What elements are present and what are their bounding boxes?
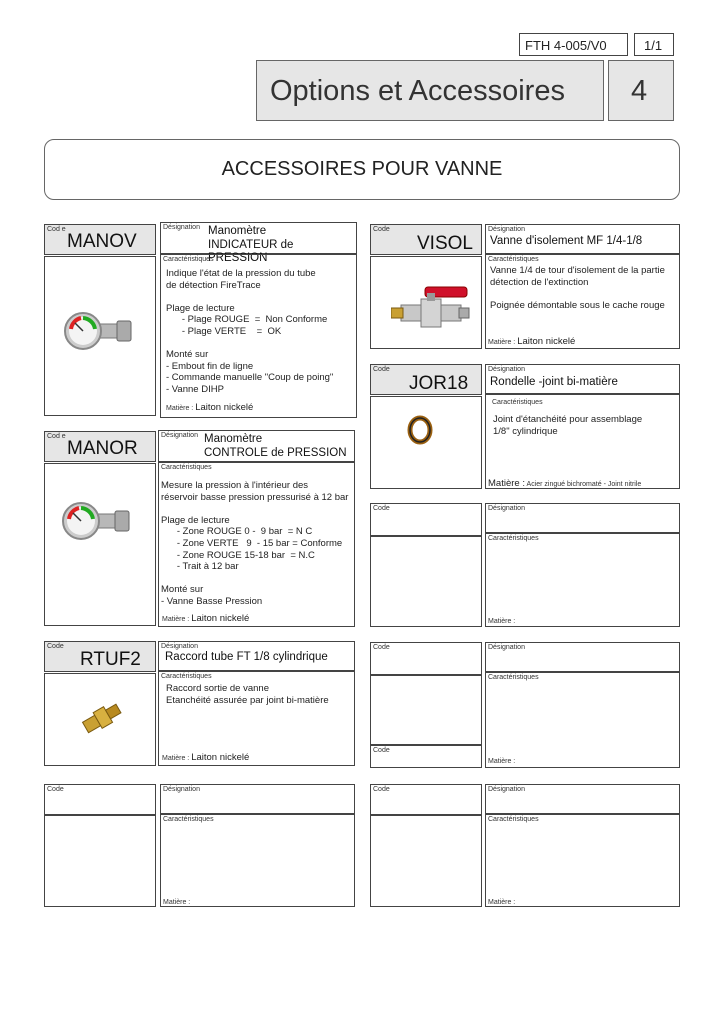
page-title: Options et Accessoires [270, 75, 565, 107]
matiere-label: Matière : [166, 405, 194, 412]
washer-image [405, 415, 435, 445]
visol-code-box [370, 224, 482, 255]
code-label: Cod e [47, 433, 66, 440]
jor18-code: JOR18 [409, 373, 469, 394]
jor18-designation: Rondelle -joint bi-matière [490, 376, 618, 388]
rtuf2-code: RTUF2 [80, 649, 141, 670]
designation-label: Désignation [161, 643, 198, 650]
visol-image-box [370, 256, 482, 349]
manov-matiere-value: Laiton nickelé [195, 402, 254, 413]
matiere-label: Matière : [162, 755, 190, 762]
designation-label: Désignation [488, 644, 525, 651]
visol-designation-box [485, 224, 680, 254]
rtuf2-matiere [162, 752, 249, 763]
rtuf2-code-box [44, 641, 156, 672]
caracteristiques-label: Caractéristiques [488, 256, 539, 263]
manor-designation-2: CONTROLE de PRESSION [204, 447, 347, 459]
page-number [634, 33, 674, 56]
visol-characteristics: Vanne 1/4 de tour d'isolement de la partie détection de l'extinction Poignée démontable sous le cache rouge [490, 265, 665, 311]
doc-ref [519, 33, 628, 56]
title-box [256, 60, 604, 121]
rtuf2-designation-box [158, 641, 355, 671]
visol-code: VISOL [417, 233, 473, 254]
caracteristiques-label: Caractéristiques [161, 464, 212, 471]
fitting-image [77, 698, 127, 738]
caracteristiques-label: Caractéristiques [488, 816, 539, 823]
caracteristiques-label: Caractéristiques [492, 399, 543, 406]
code-label: Code [373, 644, 390, 651]
rtuf2-characteristics: Raccord sortie de vanne Etanchéité assurée par joint bi-matière [166, 683, 329, 706]
empty-code-box-2 [370, 745, 482, 768]
empty-designation-box [485, 503, 680, 533]
manov-designation-2: INDICATEUR de PRESSION [208, 239, 294, 264]
page-number-text: 1/1 [644, 38, 663, 53]
designation-label: Désignation [163, 786, 200, 793]
manor-matiere-value: Laiton nickelé [191, 613, 250, 624]
manor-image-box [44, 463, 156, 626]
caracteristiques-label: Caractéristiques [488, 535, 539, 542]
empty-characteristics-box [160, 814, 355, 907]
jor18-matiere-value: Acier zingué bichromaté - Joint nitrile [526, 481, 642, 488]
designation-label: Désignation [163, 224, 200, 231]
code-label: Code [373, 226, 390, 233]
empty-image-box [370, 815, 482, 907]
jor18-characteristics: Joint d'étanchéité pour assemblage 1/8" cylindrique [493, 414, 643, 437]
empty-matiere: Matière : [488, 758, 516, 765]
visol-matiere-value: Laiton nickelé [517, 336, 576, 347]
designation-label: Désignation [161, 432, 198, 439]
code-label: Code [373, 366, 390, 373]
empty-image-box [370, 675, 482, 745]
manov-designation-1: Manomètre [208, 225, 267, 237]
empty-characteristics-box [485, 672, 680, 768]
manor-matiere [162, 613, 249, 624]
empty-code-box [370, 784, 482, 815]
manor-characteristics: Mesure la pression à l'intérieur des réservoir basse pression pressurisé à 12 bar Plage de lecture - Zone ROUGE 0 - 9 bar = N C - Zone VERTE 9 - 15 bar = Conforme - Zone ROUGE 15-18 bar = N.C - Trait à 12 bar Monté sur - Vanne Basse Pression [161, 480, 349, 607]
manor-code-box [44, 431, 156, 462]
code-label: Code [373, 747, 390, 754]
manor-designation-1: Manomètre [204, 433, 263, 445]
empty-code-box [370, 503, 482, 536]
code-label: Code [47, 786, 64, 793]
manometer-image [57, 497, 137, 547]
empty-designation-box [485, 784, 680, 814]
empty-code-box [370, 642, 482, 675]
visol-designation: Vanne d'isolement MF 1/4-1/8 [490, 235, 643, 247]
doc-ref-text: FTH 4-005/V0 [525, 38, 607, 53]
caracteristiques-label: Caractéristiques [161, 673, 212, 680]
empty-characteristics-box [485, 533, 680, 627]
jor18-code-box [370, 364, 482, 395]
visol-characteristics-box [485, 254, 680, 349]
manov-characteristics-box [160, 254, 357, 418]
jor18-characteristics-box [485, 394, 680, 489]
matiere-label: Matière : [488, 478, 525, 489]
visol-matiere [488, 336, 575, 347]
manov-code-box [44, 224, 156, 255]
empty-designation-box [160, 784, 355, 814]
empty-image-box [370, 536, 482, 627]
manov-image-box [44, 256, 156, 416]
matiere-label: Matière : [162, 616, 190, 623]
empty-code-box [44, 784, 156, 815]
manor-designation-box [158, 430, 355, 462]
designation-label: Désignation [488, 226, 525, 233]
designation-label: Désignation [488, 786, 525, 793]
section-number: 4 [631, 75, 648, 107]
caracteristiques-label: Caractéristiques [488, 674, 539, 681]
manov-code: MANOV [67, 231, 137, 252]
jor18-designation-box [485, 364, 680, 394]
empty-matiere: Matière : [488, 618, 516, 625]
rtuf2-characteristics-box [158, 671, 355, 766]
valve-image [391, 275, 471, 335]
designation-label: Désignation [488, 366, 525, 373]
caracteristiques-label: Caractéristiques [163, 816, 214, 823]
code-label: Cod e [47, 226, 66, 233]
code-label: Code [373, 505, 390, 512]
empty-image-box [44, 815, 156, 907]
empty-matiere: Matière : [163, 899, 191, 906]
code-label: Code [47, 643, 64, 650]
code-label: Code [373, 786, 390, 793]
empty-characteristics-box [485, 814, 680, 907]
manor-code: MANOR [67, 438, 138, 459]
jor18-matiere [488, 478, 641, 489]
manov-matiere [166, 402, 253, 413]
designation-label: Désignation [488, 505, 525, 512]
manor-characteristics-box [158, 462, 355, 627]
rtuf2-image-box [44, 673, 156, 766]
manometer-image [59, 307, 139, 357]
empty-designation-box [485, 642, 680, 672]
empty-matiere: Matière : [488, 899, 516, 906]
subtitle-box [44, 139, 680, 200]
caracteristiques-label: Caractéristiques [163, 256, 214, 263]
manov-characteristics: Indique l'état de la pression du tube de détection FireTrace Plage de lecture - Plage ROUGE = Non Conforme - Plage VERTE = OK Monté sur - Embout fin de ligne - Commande manuelle "Coup de poing" - Vanne DIHP [166, 268, 334, 395]
rtuf2-matiere-value: Laiton nickelé [191, 752, 250, 763]
section-box [608, 60, 674, 121]
rtuf2-designation: Raccord tube FT 1/8 cylindrique [165, 651, 328, 663]
jor18-image-box [370, 396, 482, 489]
subtitle: ACCESSOIRES POUR VANNE [221, 158, 503, 180]
matiere-label: Matière : [488, 339, 516, 346]
